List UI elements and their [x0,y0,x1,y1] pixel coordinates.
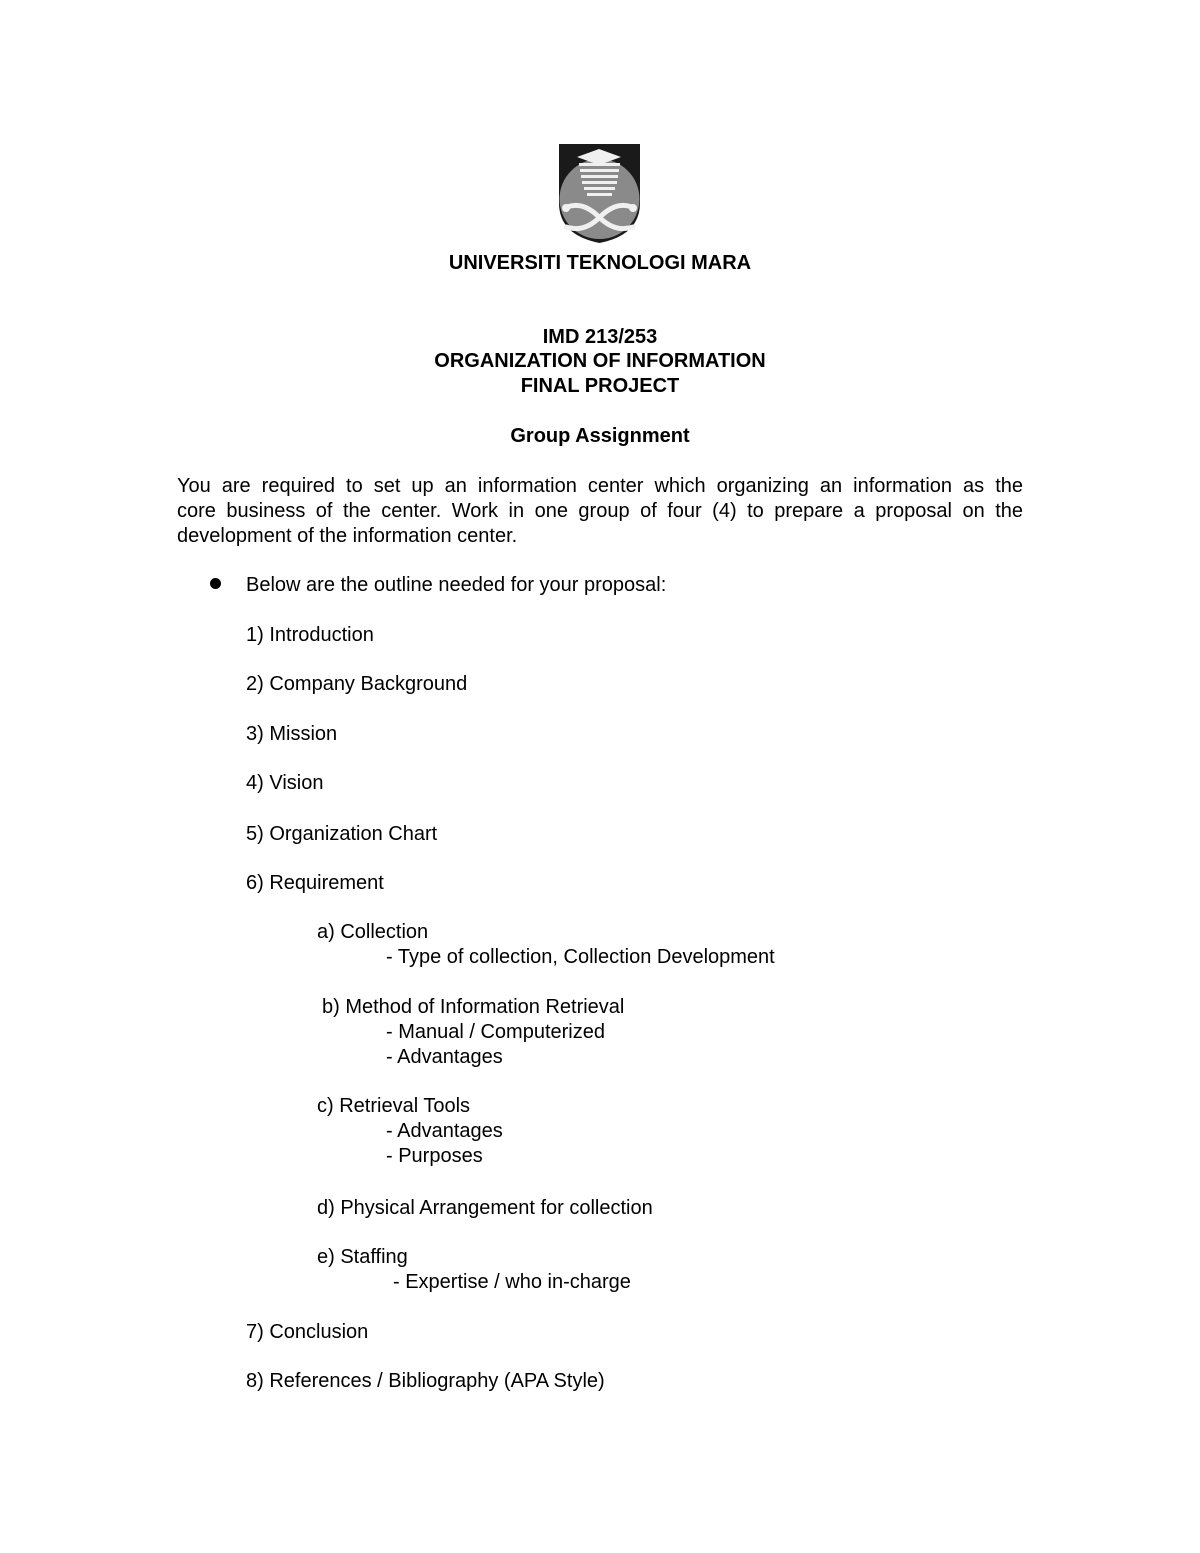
intro-line: development of the information center. [177,525,518,547]
requirement-detail: - Advantages [386,1046,503,1068]
assignment-type: Group Assignment [510,425,690,447]
requirement-item: d) Physical Arrangement for collection [317,1197,653,1219]
requirement-item: c) Retrieval Tools [317,1095,471,1117]
requirement-item: a) Collection [317,921,429,943]
outline-lead: Below are the outline needed for your proposal: [246,574,667,596]
outline-item: 3) Mission [246,723,338,745]
intro-line: core business of the center. Work in one group of four (4) to prepare a proposal on the [177,500,1023,522]
course-code: IMD 213/253 [542,326,658,348]
bullet-icon [210,578,221,589]
outline-item: 5) Organization Chart [246,823,438,845]
outline-item: 2) Company Background [246,673,468,695]
course-name: ORGANIZATION OF INFORMATION [434,350,766,372]
outline-item: 1) Introduction [246,624,374,646]
requirement-detail: - Expertise / who in-charge [393,1271,631,1293]
outline-item: 8) References / Bibliography (APA Style) [246,1370,605,1392]
intro-paragraph [177,474,1023,549]
requirement-detail: - Manual / Computerized [386,1021,605,1043]
project-title: FINAL PROJECT [520,375,680,397]
outline-item: 7) Conclusion [246,1321,369,1343]
outline-item: 6) Requirement [246,872,384,894]
university-logo [557,143,642,244]
outline-item: 4) Vision [246,772,324,794]
requirement-detail: - Type of collection, Collection Development [386,946,775,968]
requirement-detail: - Purposes [386,1145,483,1167]
requirement-item: e) Staffing [317,1246,408,1268]
university-name: UNIVERSITI TEKNOLOGI MARA [448,252,752,274]
intro-line: You are required to set up an information center which organizing an information as the [177,475,1023,497]
requirement-detail: - Advantages [386,1120,503,1142]
requirement-item: b) Method of Information Retrieval [322,996,625,1018]
